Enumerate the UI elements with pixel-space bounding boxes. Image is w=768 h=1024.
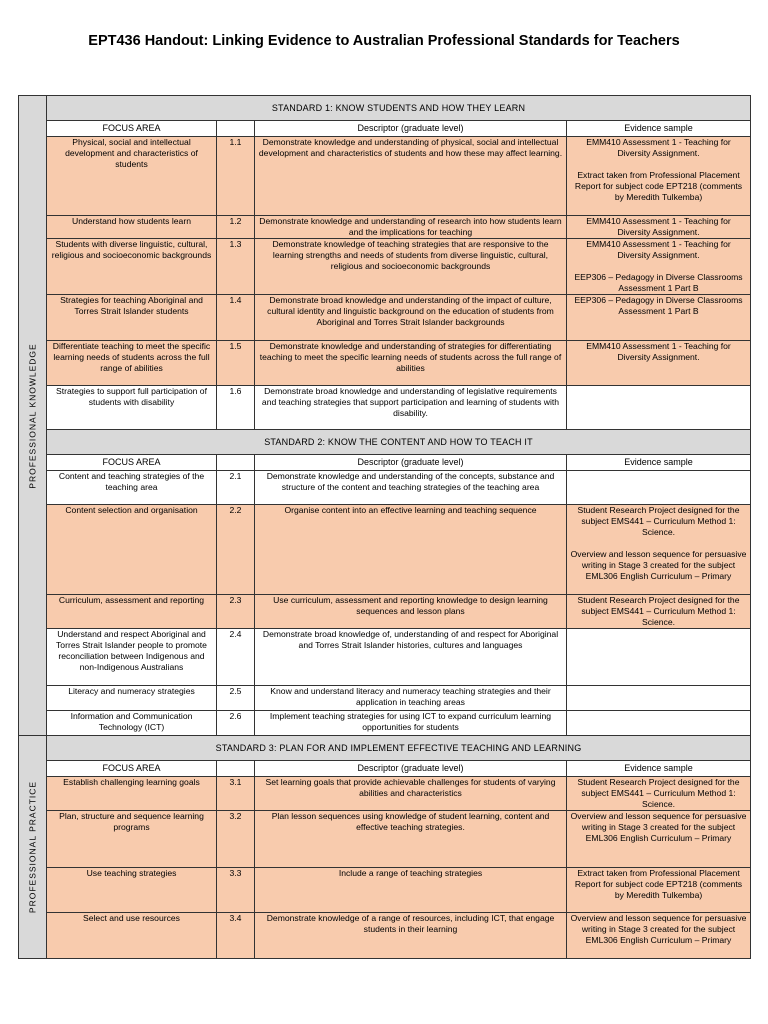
- focus-area-cell: Plan, structure and sequence learning programs: [47, 811, 217, 868]
- descriptor-cell: Demonstrate knowledge and understanding of physical, social and intellectual development and characteristics of students and how these may affect learning.: [255, 137, 567, 216]
- focus-area-cell: Differentiate teaching to meet the specific learning needs of students across the full range of abilities: [47, 341, 217, 386]
- table-row: [19, 295, 751, 341]
- descriptor-cell: Demonstrate knowledge and understanding of research into how students learn and the implications for teaching: [255, 216, 567, 239]
- evidence-cell: [567, 341, 751, 386]
- descriptor-cell: Know and understand literacy and numeracy teaching strategies and their application in teaching areas: [255, 686, 567, 711]
- focus-area-header: FOCUS AREA: [47, 761, 217, 777]
- descriptor-header: Descriptor (graduate level): [255, 761, 567, 777]
- evidence-item: EMM410 Assessment 1 - Teaching for Diversity Assignment.: [586, 341, 731, 362]
- number-header: [217, 455, 255, 471]
- descriptor-cell: Demonstrate broad knowledge of, understanding of and respect for Aboriginal and Torres Strait Islander histories, cultures and languages: [255, 629, 567, 686]
- table-row: [19, 629, 751, 686]
- standard-title: STANDARD 2: KNOW THE CONTENT AND HOW TO TEACH IT: [47, 430, 751, 455]
- descriptor-number: 1.3: [217, 239, 255, 295]
- focus-area-cell: Strategies to support full participation of students with disability: [47, 386, 217, 430]
- evidence-header: Evidence sample: [567, 761, 751, 777]
- column-header-row: [19, 121, 751, 137]
- descriptor-header: Descriptor (graduate level): [255, 121, 567, 137]
- table-row: [19, 471, 751, 505]
- focus-area-cell: Content and teaching strategies of the teaching area: [47, 471, 217, 505]
- descriptor-number: 2.5: [217, 686, 255, 711]
- evidence-cell: [567, 629, 751, 686]
- evidence-cell: [567, 239, 751, 295]
- page-title: EPT436 Handout: Linking Evidence to Australian Professional Standards for Teachers: [88, 33, 680, 49]
- descriptor-cell: Demonstrate knowledge of teaching strategies that are responsive to the learning strengths and needs of students from diverse linguistic, cultural, religious and socioeconomic backgrounds: [255, 239, 567, 295]
- evidence-item: Overview and lesson sequence for persuasive writing in Stage 3 created for the subject EML306 English Curriculum – Primary: [570, 913, 747, 945]
- evidence-header: Evidence sample: [567, 121, 751, 137]
- descriptor-cell: Implement teaching strategies for using ICT to expand curriculum learning opportunities for students: [255, 711, 567, 736]
- descriptor-cell: Demonstrate knowledge and understanding of strategies for differentiating teaching to meet the specific learning needs of students across the full range of abilities: [255, 341, 567, 386]
- table-row: [19, 386, 751, 430]
- descriptor-number: 2.2: [217, 505, 255, 595]
- focus-area-header: FOCUS AREA: [47, 121, 217, 137]
- evidence-cell: [567, 811, 751, 868]
- table-row: [19, 777, 751, 811]
- section-label-text: PROFESSIONAL KNOWLEDGE: [27, 342, 37, 489]
- evidence-item: EMM410 Assessment 1 - Teaching for Diversity Assignment.: [586, 239, 731, 260]
- descriptor-cell: Demonstrate knowledge and understanding of the concepts, substance and structure of the content and teaching strategies of the teaching area: [255, 471, 567, 505]
- evidence-header: Evidence sample: [567, 455, 751, 471]
- section-label-text: PROFESSIONAL PRACTICE: [27, 780, 37, 914]
- table-row: [19, 686, 751, 711]
- focus-area-cell: Select and use resources: [47, 913, 217, 959]
- table-row: [19, 913, 751, 959]
- standard-header-row: [19, 430, 751, 455]
- descriptor-number: 2.4: [217, 629, 255, 686]
- column-header-row: [19, 761, 751, 777]
- evidence-cell: [567, 686, 751, 711]
- standard-title: STANDARD 1: KNOW STUDENTS AND HOW THEY LEARN: [47, 96, 751, 121]
- table-row: [19, 811, 751, 868]
- descriptor-number: 2.6: [217, 711, 255, 736]
- standard-header-row: [19, 96, 751, 121]
- evidence-cell: [567, 595, 751, 629]
- standard-header-row: [19, 736, 751, 761]
- evidence-item: Extract taken from Professional Placement Report for subject code EPT218 (comments by Meredith Tulkemba): [574, 868, 743, 900]
- descriptor-cell: Demonstrate broad knowledge and understanding of the impact of culture, cultural identity and linguistic background on the education of students from Aboriginal and Torres Strait Islander backgrounds: [255, 295, 567, 341]
- evidence-item: EEP306 – Pedagogy in Diverse Classrooms Assessment 1 Part B: [574, 272, 743, 293]
- evidence-cell: [567, 777, 751, 811]
- focus-area-cell: Content selection and organisation: [47, 505, 217, 595]
- evidence-cell: [567, 386, 751, 430]
- standard-title: STANDARD 3: PLAN FOR AND IMPLEMENT EFFECTIVE TEACHING AND LEARNING: [47, 736, 751, 761]
- descriptor-cell: Demonstrate broad knowledge and understanding of legislative requirements and teaching strategies that support participation and learning of students with disability.: [255, 386, 567, 430]
- table-row: [19, 341, 751, 386]
- table-row: [19, 711, 751, 736]
- focus-area-cell: Information and Communication Technology (ICT): [47, 711, 217, 736]
- descriptor-cell: Use curriculum, assessment and reporting knowledge to design learning sequences and lesson plans: [255, 595, 567, 629]
- focus-area-cell: Physical, social and intellectual development and characteristics of students: [47, 137, 217, 216]
- descriptor-number: 2.1: [217, 471, 255, 505]
- evidence-cell: [567, 471, 751, 505]
- standards-table: [18, 95, 751, 959]
- descriptor-number: 1.6: [217, 386, 255, 430]
- table-row: [19, 505, 751, 595]
- focus-area-cell: Understand how students learn: [47, 216, 217, 239]
- table-row: [19, 868, 751, 913]
- descriptor-number: 3.4: [217, 913, 255, 959]
- number-header: [217, 121, 255, 137]
- descriptor-number: 1.4: [217, 295, 255, 341]
- evidence-cell: [567, 216, 751, 239]
- evidence-cell: [567, 711, 751, 736]
- section-side-label: [19, 736, 47, 959]
- evidence-item: Overview and lesson sequence for persuasive writing in Stage 3 created for the subject EML306 English Curriculum – Primary: [570, 811, 747, 843]
- descriptor-number: 3.2: [217, 811, 255, 868]
- evidence-cell: [567, 137, 751, 216]
- table-row: [19, 239, 751, 295]
- evidence-item: Student Research Project designed for the subject EMS441 – Curriculum Method 1: Science.: [577, 595, 740, 627]
- evidence-item: Extract taken from Professional Placement Report for subject code EPT218 (comments by Meredith Tulkemba): [574, 170, 743, 202]
- descriptor-cell: Include a range of teaching strategies: [255, 868, 567, 913]
- evidence-item: Student Research Project designed for the subject EMS441 – Curriculum Method 1: Science.: [577, 505, 740, 537]
- evidence-item: Overview and lesson sequence for persuasive writing in Stage 3 created for the subject EML306 English Curriculum – Primary: [570, 549, 747, 581]
- descriptor-cell: Set learning goals that provide achievable challenges for students of varying abilities and characteristics: [255, 777, 567, 811]
- evidence-cell: [567, 295, 751, 341]
- table-row: [19, 137, 751, 216]
- descriptor-number: 1.2: [217, 216, 255, 239]
- descriptor-number: 2.3: [217, 595, 255, 629]
- descriptor-header: Descriptor (graduate level): [255, 455, 567, 471]
- evidence-item: Student Research Project designed for the subject EMS441 – Curriculum Method 1: Science.: [577, 777, 740, 809]
- descriptor-number: 1.5: [217, 341, 255, 386]
- column-header-row: [19, 455, 751, 471]
- focus-area-cell: Curriculum, assessment and reporting: [47, 595, 217, 629]
- evidence-item: EEP306 – Pedagogy in Diverse Classrooms Assessment 1 Part B: [574, 295, 743, 316]
- table-row: [19, 595, 751, 629]
- descriptor-number: 3.3: [217, 868, 255, 913]
- focus-area-cell: Students with diverse linguistic, cultural, religious and socioeconomic backgrounds: [47, 239, 217, 295]
- focus-area-cell: Understand and respect Aboriginal and Torres Strait Islander people to promote reconciliation between Indigenous and non-Indigenous Australians: [47, 629, 217, 686]
- focus-area-cell: Literacy and numeracy strategies: [47, 686, 217, 711]
- focus-area-cell: Establish challenging learning goals: [47, 777, 217, 811]
- evidence-cell: [567, 868, 751, 913]
- descriptor-number: 1.1: [217, 137, 255, 216]
- number-header: [217, 761, 255, 777]
- descriptor-cell: Plan lesson sequences using knowledge of student learning, content and effective teaching strategies.: [255, 811, 567, 868]
- section-side-label: [19, 96, 47, 736]
- focus-area-cell: Strategies for teaching Aboriginal and Torres Strait Islander students: [47, 295, 217, 341]
- table-row: [19, 216, 751, 239]
- focus-area-cell: Use teaching strategies: [47, 868, 217, 913]
- evidence-cell: [567, 913, 751, 959]
- evidence-item: EMM410 Assessment 1 - Teaching for Diversity Assignment.: [586, 137, 731, 158]
- descriptor-cell: Organise content into an effective learning and teaching sequence: [255, 505, 567, 595]
- evidence-item: EMM410 Assessment 1 - Teaching for Diversity Assignment.: [586, 216, 731, 237]
- focus-area-header: FOCUS AREA: [47, 455, 217, 471]
- descriptor-cell: Demonstrate knowledge of a range of resources, including ICT, that engage students in their learning: [255, 913, 567, 959]
- descriptor-number: 3.1: [217, 777, 255, 811]
- evidence-cell: [567, 505, 751, 595]
